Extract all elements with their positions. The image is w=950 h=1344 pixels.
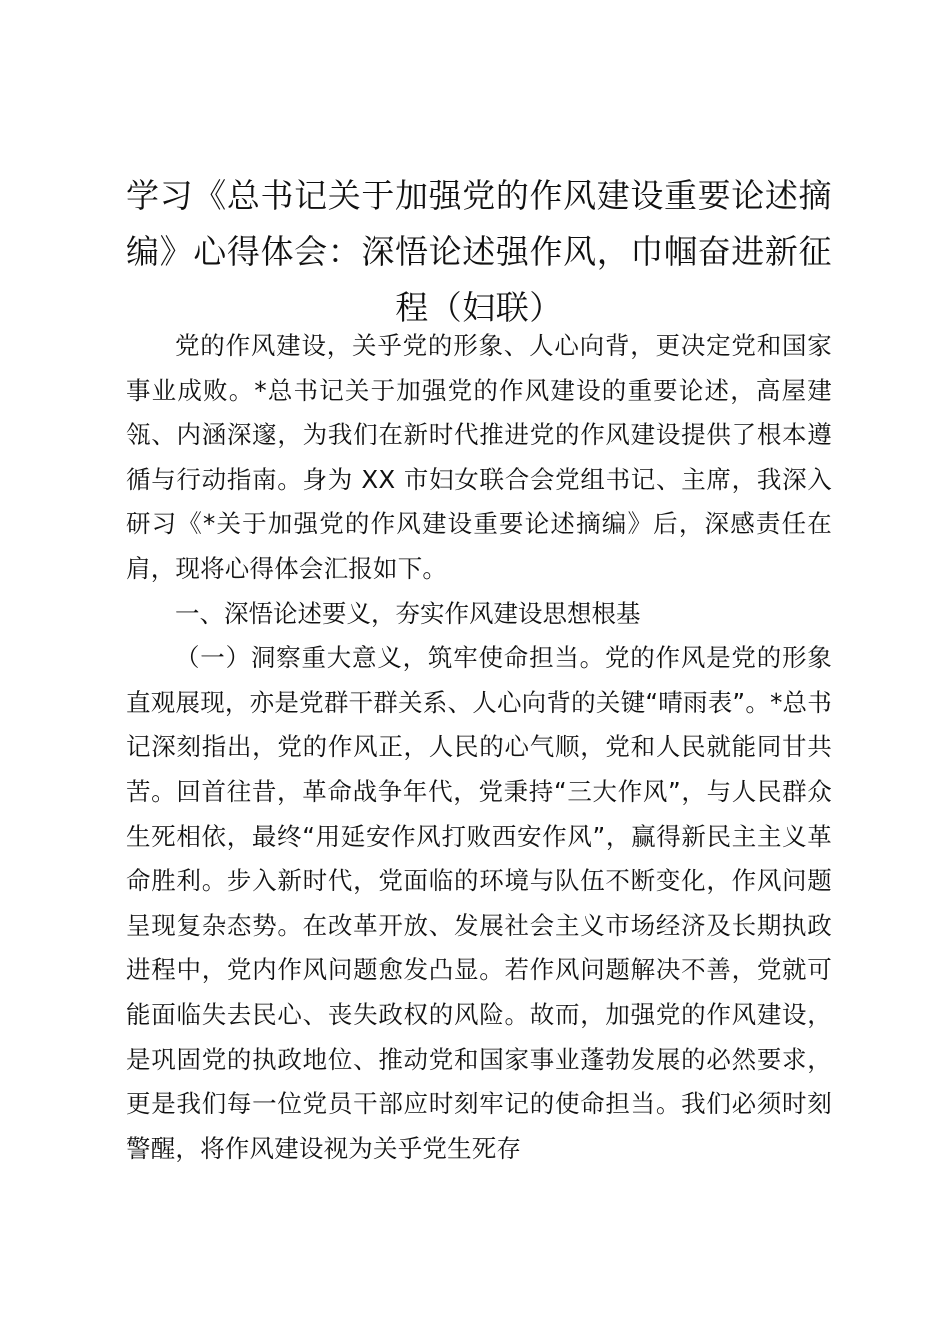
intro-paragraph: 党的作风建设，关乎党的形象、人心向背，更决定党和国家事业成败。*总书记关于加强党的作风建设的重要论述，高屋建瓴、内涵深邃，为我们在新时代推进党的作风建设提供了根本遵循与行动指南。身为 XX 市妇女联合会党组书记、主席，我深入研习《*关于加强党的作风建设重要论述摘编》后，深感责任在肩，现将心得体会汇报如下。 [126, 331, 832, 583]
document-title: 学习《总书记关于加强党的作风建设重要论述摘编》心得体会：深悟论述强作风，巾帼奋进新征程（妇联） [126, 176, 832, 327]
body-paragraph: （一）洞察重大意义，筑牢使命担当。党的作风是党的形象直观展现，亦是党群干群关系、人心向背的关键“晴雨表”。*总书记深刻指出，党的作风正，人民的心气顺，党和人民就能同甘共苦。回首往昔，革命战争年代，党秉持“三大作风”，与人民群众生死相依，最终“用延安作风打败西安作风”，赢得新民主主义革命胜利。步入新时代，党面临的环境与队伍不断变化，作风问题呈现复杂态势。在改革开放、发展社会主义市场经济及长期执政进程中，党内作风问题愈发凸显。若作风问题解决不善，党就可能面临失去民心、丧失政权的风险。故而，加强党的作风建设，是巩固党的执政地位、推动党和国家事业蓬勃发展的必然要求，更是我们每一位党员干部应时刻牢记的使命担当。我们必须时刻警醒，将作风建设视为关乎党生死存 [126, 643, 832, 1163]
section-heading: 一、深悟论述要义，夯实作风建设思想根基 [175, 598, 641, 628]
document-body [126, 324, 832, 1171]
